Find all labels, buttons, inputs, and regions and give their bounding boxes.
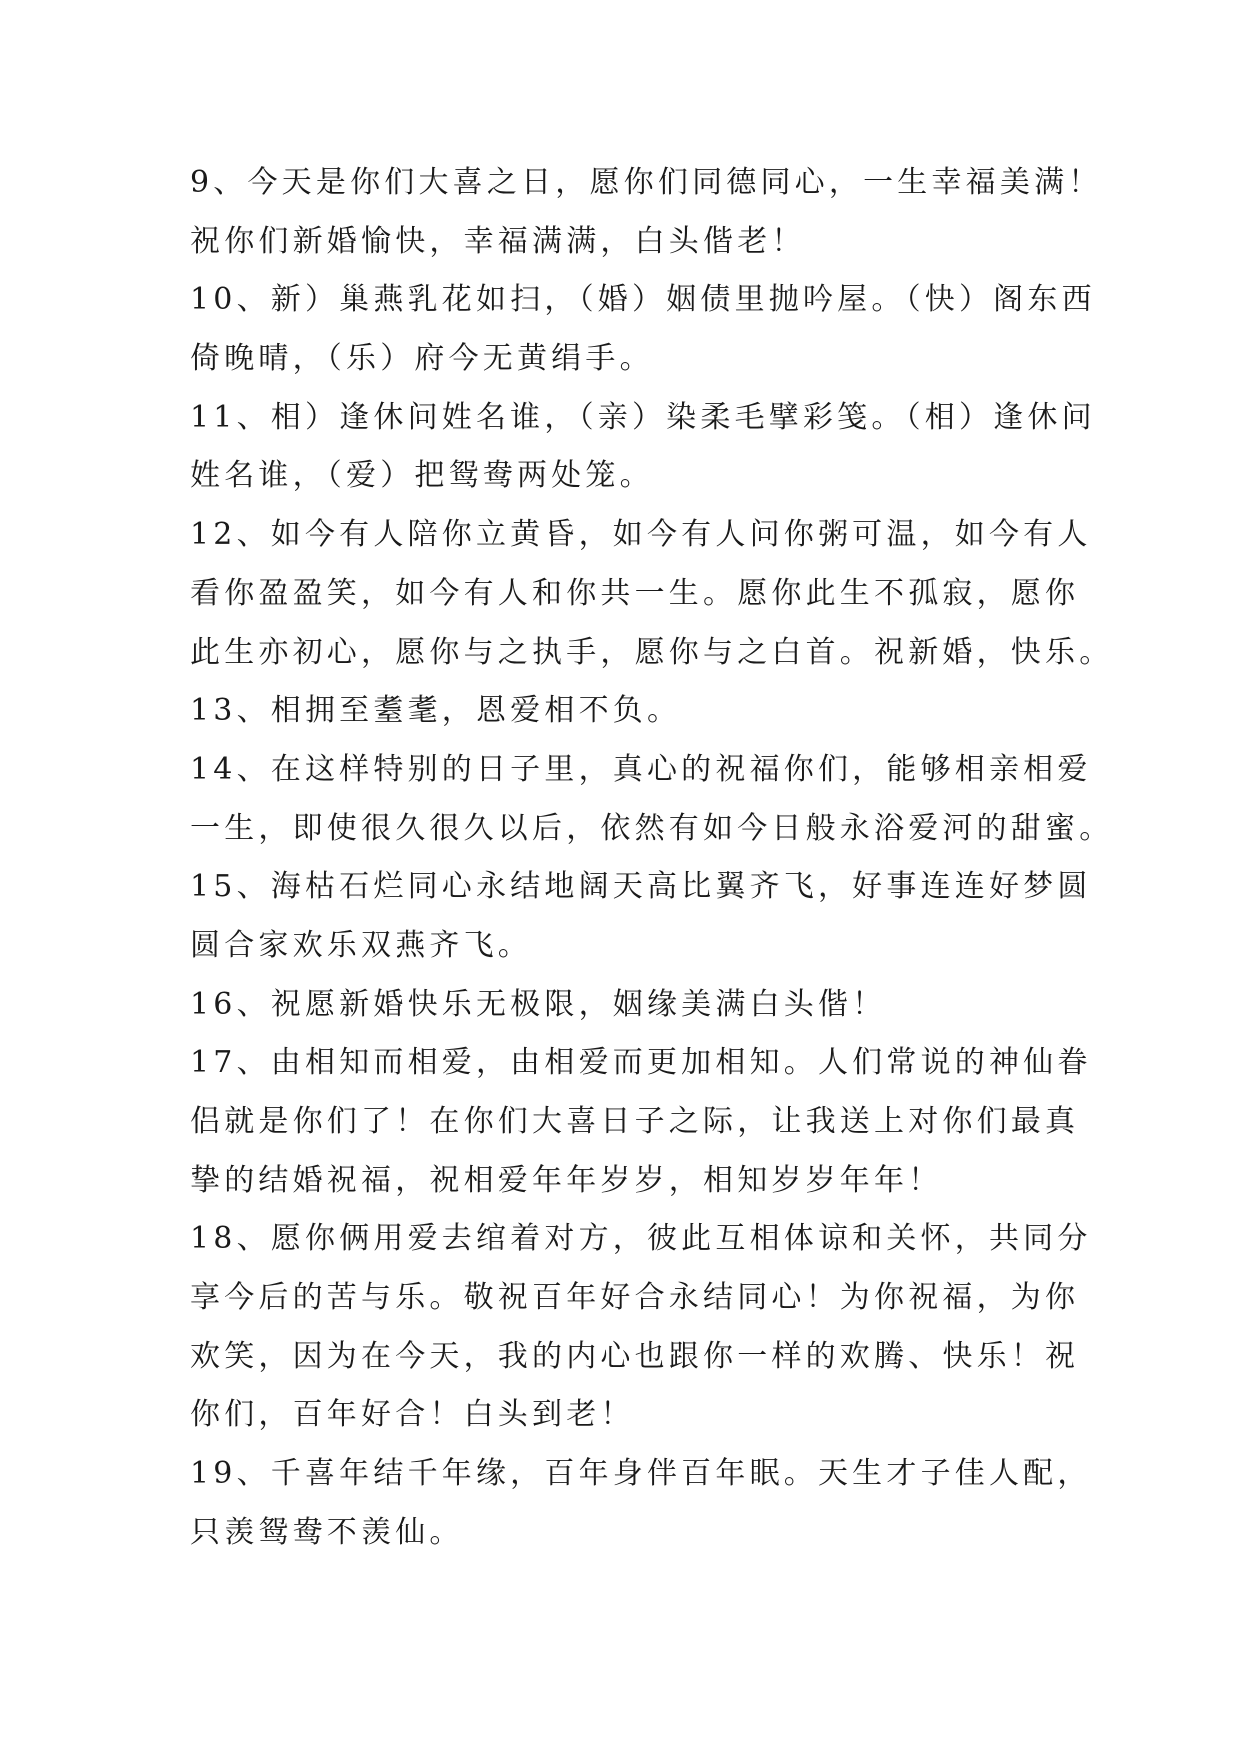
text-line: 享今后的苦与乐。敬祝百年好合永结同心！为你祝福，为你 (190, 1280, 1080, 1316)
text-line: 欢笑，因为在今天，我的内心也跟你一样的欢腾、快乐！祝 (190, 1338, 1080, 1374)
text-line: 19、千喜年结千年缘，百年身伴百年眠。天生才子佳人配， (190, 1456, 1092, 1492)
text-line: 18、愿你俩用爱去绾着对方，彼此互相体谅和关怀，共同分 (190, 1221, 1092, 1257)
text-line: 一生，即使很久很久以后，依然有如今日般永浴爱河的甜蜜。 (190, 810, 1114, 846)
text-line: 看你盈盈笑，如今有人和你共一生。愿你此生不孤寂，愿你 (190, 575, 1080, 611)
text-line: 倚晚晴，（乐）府今无黄绢手。 (190, 341, 654, 377)
text-line: 11、相）逢休问姓名谁，（亲）染柔毛擘彩笺。（相）逢休问 (190, 399, 1096, 435)
text-line: 16、祝愿新婚快乐无极限，姻缘美满白头偕！ (190, 986, 887, 1022)
text-line: 只羡鸳鸯不羡仙。 (190, 1514, 464, 1550)
text-line: 14、在这样特别的日子里，真心的祝福你们，能够相亲相爱 (190, 751, 1092, 787)
text-line: 姓名谁，（爱）把鸳鸯两处笼。 (190, 458, 654, 494)
text-line: 挚的结婚祝福，祝相爱年年岁岁，相知岁岁年年！ (190, 1162, 943, 1198)
text-line: 此生亦初心，愿你与之执手，愿你与之白首。祝新婚，快乐。 (190, 634, 1114, 670)
text-line: 17、由相知而相爱，由相爱而更加相知。人们常说的神仙眷 (190, 1045, 1092, 1081)
text-line: 你们，百年好合！白头到老！ (190, 1397, 635, 1433)
text-line: 9、今天是你们大喜之日，愿你们同德同心，一生幸福美满！ (190, 165, 1103, 200)
text-line: 祝你们新婚愉快，幸福满满，白头偕老！ (190, 223, 806, 259)
text-line: 13、相拥至耋耄，恩爱相不负。 (190, 693, 682, 729)
text-line: 15、海枯石烂同心永结地阔天高比翼齐飞，好事连连好梦圆 (190, 869, 1092, 905)
text-line: 10、新）巢燕乳花如扫，（婚）姻债里抛吟屋。（快）阁东西 (190, 282, 1096, 318)
document-body (190, 154, 1114, 1563)
text-line: 圆合家欢乐双燕齐飞。 (190, 927, 532, 963)
text-line: 侣就是你们了！在你们大喜日子之际，让我送上对你们最真 (190, 1104, 1080, 1139)
text-line: 12、如今有人陪你立黄昏，如今有人问你粥可温，如今有人 (190, 517, 1092, 553)
